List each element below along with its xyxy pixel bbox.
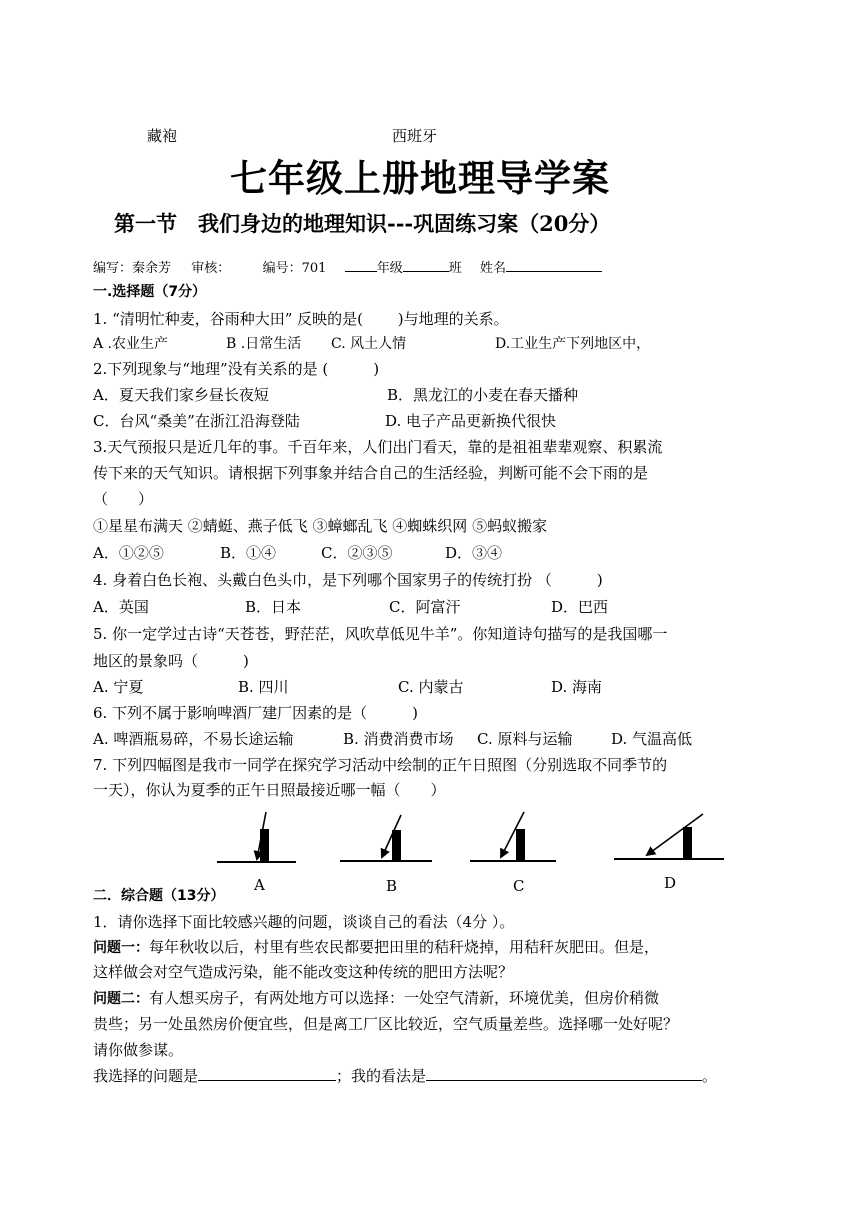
q5-option-a[interactable]: A. 宁夏 (93, 678, 144, 696)
figure-label-c: C (513, 877, 525, 895)
figure-b-pole (392, 830, 401, 861)
section2-title: 二．综合题（13分） (93, 888, 225, 904)
q7-line2: 一天），你认为夏季的正午日照最接近哪一幅（ ） (93, 781, 446, 799)
figure-d[interactable] (614, 814, 724, 859)
problem2-label: 问题二： (93, 991, 149, 1007)
class-label: 班 (448, 261, 462, 276)
q3-line2: 传下来的天气知识。请根据下列事象并结合自己的生活经验，判断可能不会下雨的是 (93, 464, 649, 482)
figure-a[interactable] (217, 812, 296, 862)
q2-option-b[interactable]: B．黑龙江的小麦在春天播种 (387, 386, 579, 404)
problem2-text: 有人想买房子，有两处地方可以选择：一处空气清新，环境优美，但房价稍微 (149, 989, 660, 1007)
figure-d-pole (683, 827, 692, 859)
page-subtitle: 第一节 我们身边的地理知识---巩固练习案（20分） (114, 211, 611, 236)
q6-stem: 6. 下列不属于影响啤酒厂建厂因素的是（ ) (93, 704, 418, 722)
q5-line2: 地区的景象吗（ ) (93, 652, 249, 670)
figure-label-d: D (664, 874, 677, 892)
figure-a-pole (260, 829, 269, 862)
author-label: 编写：秦余芳 (93, 261, 172, 276)
section2-q1-stem: 1．请你选择下面比较感兴趣的问题，谈谈自己的看法（4分 ）。 (93, 913, 515, 931)
q3-option-d[interactable]: D．③④ (445, 544, 503, 562)
q6-option-b[interactable]: B. 消费消费市场 (343, 730, 454, 748)
q4-stem: 4. 身着白色长袍、头戴白色头巾，是下列哪个国家男子的传统打扮 （ ) (93, 571, 603, 589)
number-label: 编号：701 (262, 261, 327, 276)
section1-title: 一.选择题（7分） (93, 284, 207, 300)
q1-option-d[interactable]: D.工业生产下列地区中， (495, 336, 651, 352)
q2-option-d[interactable]: D. 电子产品更新换代很快 (385, 412, 557, 430)
q3-options (93, 541, 793, 565)
grade-label: 年级 (376, 261, 403, 276)
name-label: 姓名 (480, 261, 507, 276)
figure-c-sun-ray (501, 812, 524, 857)
meta-row (93, 257, 602, 276)
class-blank[interactable] (403, 257, 449, 272)
figure-c[interactable] (470, 812, 556, 861)
problem2-line3: 请你做参谋。 (93, 1041, 184, 1059)
answer-label-opinion: ；我的看法是 (336, 1067, 427, 1085)
q3-option-c[interactable]: C．②③⑤ (321, 544, 393, 562)
grade-blank[interactable] (345, 257, 377, 272)
figure-a-sun-ray (257, 812, 266, 859)
q3-option-a[interactable]: A．①②⑤ (93, 544, 164, 562)
q5-option-b[interactable]: B. 四川 (238, 678, 289, 696)
problem2-line2: 贵些；另一处虽然房价便宜些，但是离工厂区比较近，空气质量差些。选择哪一处好呢？ (93, 1015, 679, 1033)
q4-option-a[interactable]: A．英国 (93, 598, 149, 616)
q5-option-c[interactable]: C. 内蒙古 (398, 678, 464, 696)
q2-option-a[interactable]: A．夏天我们家乡昼长夜短 (93, 386, 269, 404)
q6-option-d[interactable]: D. 气温高低 (611, 730, 693, 748)
q1-option-a[interactable]: A .农业生产 (93, 336, 169, 352)
figure-b-sun-ray (382, 815, 401, 857)
figure-d-sun-ray (647, 814, 703, 855)
q6-options (93, 727, 793, 751)
q2-stem: 2.下列现象与“地理”没有关系的是 ( ) (93, 360, 380, 378)
q4-options (93, 595, 793, 619)
q4-option-b[interactable]: B．日本 (245, 598, 302, 616)
answer-opinion-blank[interactable] (426, 1066, 702, 1081)
name-blank[interactable] (506, 257, 602, 272)
figure-label-a: A (254, 876, 265, 894)
figure-label-b: B (386, 877, 398, 895)
q2-options-row1 (93, 383, 793, 407)
q4-option-d[interactable]: D．巴西 (551, 598, 609, 616)
answer-choice-blank[interactable] (198, 1066, 336, 1081)
q7-line1: 7. 下列四幅图是我市一同学在探究学习活动中绘制的正午日照图（分别选取不同季节的 (93, 756, 668, 774)
q6-option-c[interactable]: C. 原料与运输 (477, 730, 573, 748)
problem1-line1 (93, 935, 659, 960)
q3-line3: （ ） (93, 490, 154, 508)
q1-options (93, 332, 793, 356)
page-title: 七年级上册地理导学案 (230, 156, 610, 200)
problem1-text: 每年秋收以后，村里有些农民都要把田里的秸秆烧掉，用秸秆灰肥田。但是， (149, 938, 660, 956)
figure-c-pole (516, 829, 525, 861)
problem2-line1 (93, 986, 659, 1011)
note-right: 西班牙 (392, 127, 438, 145)
q3-items: ①星星布满天 ②蜻蜓、燕子低飞 ③蟑螂乱飞 ④蜘蛛织网 ⑤蚂蚁搬家 (93, 517, 548, 535)
q2-options-row2 (93, 409, 793, 433)
note-left: 藏袍 (147, 127, 178, 145)
review-label: 审核： (191, 261, 231, 276)
problem1-label: 问题一： (93, 940, 149, 956)
q5-options (93, 675, 793, 699)
q3-line1: 3.天气预报只是近几年的事。千百年来，人们出门看天，靠的是祖祖辈辈观察、积累流 (93, 438, 663, 456)
q1-option-c[interactable]: C. 风土人情 (331, 336, 407, 352)
problem1-line2: 这样做会对空气造成污染，能不能改变这种传统的肥田方法呢？ (93, 963, 514, 981)
figure-b[interactable] (340, 815, 432, 861)
q4-option-c[interactable]: C．阿富汗 (389, 598, 461, 616)
answer-label-choice: 我选择的问题是 (93, 1067, 199, 1085)
q5-option-d[interactable]: D. 海南 (551, 678, 603, 696)
answer-end: 。 (702, 1067, 718, 1085)
answer-row (93, 1064, 717, 1088)
q1-stem: 1. “清明忙种麦，谷雨种大田” 反映的是( )与地理的关系。 (93, 310, 509, 328)
q6-option-a[interactable]: A. 啤酒瓶易碎，不易长途运输 (93, 730, 294, 748)
q2-option-c[interactable]: C．台风“桑美”在浙江沿海登陆 (93, 412, 300, 430)
q5-line1: 5. 你一定学过古诗“天苍苍，野茫茫，风吹草低见牛羊”。你知道诗句描写的是我国哪一 (93, 625, 668, 643)
q3-option-b[interactable]: B．①④ (220, 544, 277, 562)
q1-option-b[interactable]: B .日常生活 (226, 336, 302, 352)
